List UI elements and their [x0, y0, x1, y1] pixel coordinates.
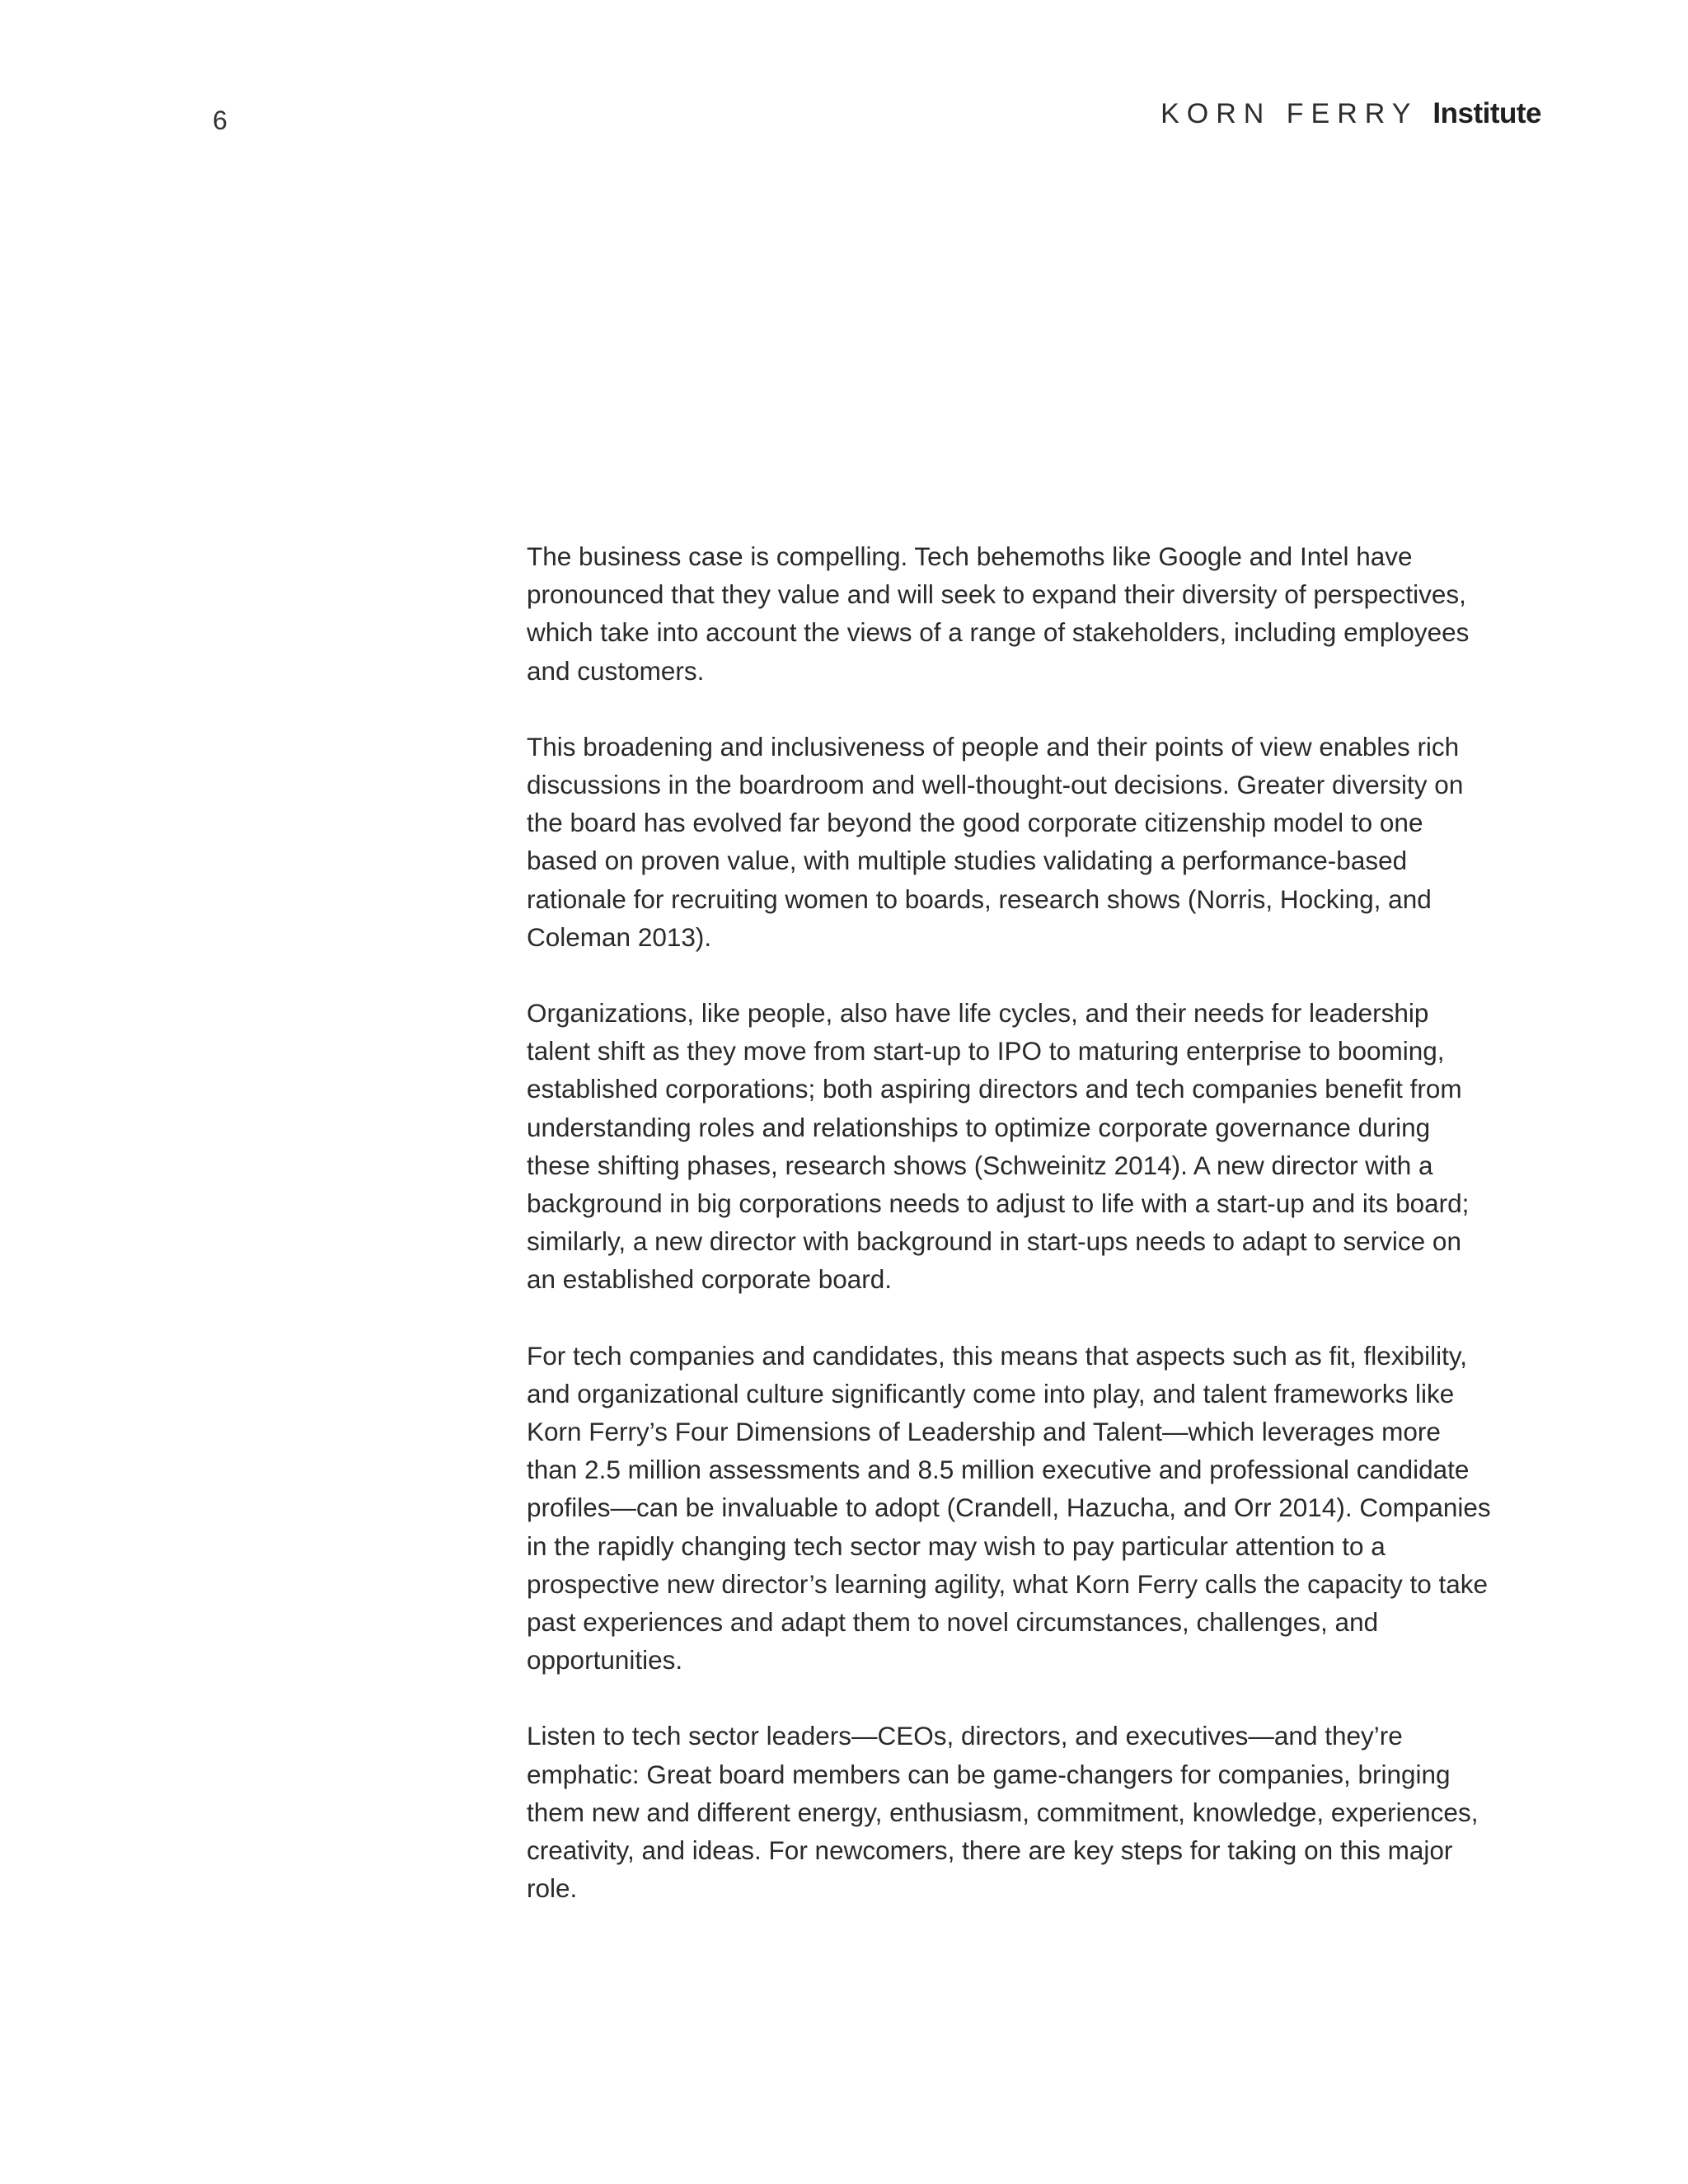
paragraph-leaders-emphatic: Listen to tech sector leaders—CEOs, directors, and executives—and they’re emphatic: Great board members can be game-changers for companies, bringing them new and different energy, enthusiasm, commitment, knowledge, experiences, creativity, and ideas. For newcomers, there are key steps for taking on this major role. — [527, 1721, 1479, 1904]
paragraph-inclusiveness: This broadening and inclusiveness of people and their points of view enables rich discussions in the boardroom and well-thought-out decisions. Greater diversity on the board has evolved far beyond the good corporate citizenship model to one based on proven value, with multiple studies validating a performance-based rationale for recruiting women to boards, research shows (Norris, Hocking, and Coleman 2013). — [527, 731, 1464, 952]
brand-logo — [1160, 97, 1541, 130]
paragraph-fit-flexibility: For tech companies and candidates, this means that aspects such as fit, flexibility, and organizational culture significantly come into play, and talent frameworks like Korn Ferry’s Four Dimensions of Leadership and Talent—which leverages more than 2.5 million assessments and 8.5 million executive and professional candidate profiles—can be invaluable to adopt (Crandell, Hazucha, and Orr 2014). Companies in the rapidly changing tech sector may wish to pay particular attention to a prospective new director’s learning agility, what Korn Ferry calls the capacity to take past experiences and adapt them to novel circumstances, challenges, and opportunities. — [527, 1340, 1491, 1675]
body-text — [527, 537, 1495, 1908]
paragraph-business-case: The business case is compelling. Tech behemoths like Google and Intel have pronounced that they value and will seek to expand their diversity of perspectives, which take into account the views of a range of stakeholders, including employees and customers. — [527, 541, 1470, 686]
page-number: 6 — [213, 105, 227, 135]
paragraph-life-cycles: Organizations, like people, also have life cycles, and their needs for leadership talent shift as they move from start-up to IPO to maturing enterprise to booming, established corporations; both aspiring directors and tech companies benefit from understanding roles and relationships to optimize corporate governance during these shifting phases, research shows (Schweinitz 2014). A new director with a background in big corporations needs to adjust to life with a start-up and its board; similarly, a new director with background in start-ups needs to adapt to service on an established corporate board. — [527, 998, 1470, 1295]
brand-subtitle: Institute — [1432, 97, 1541, 129]
brand-name: KORN FERRY — [1160, 98, 1418, 129]
